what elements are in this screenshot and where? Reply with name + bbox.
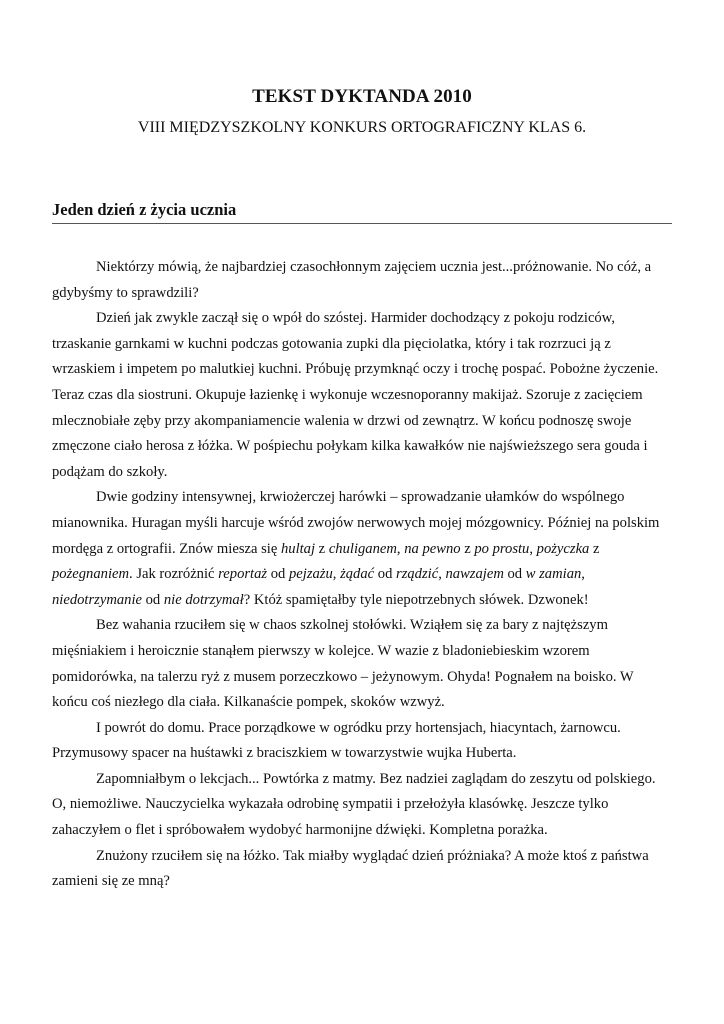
dictation-text (52, 255, 664, 895)
paragraph-intro: Niektórzy mówią, że najbardziej czasochłonnym zajęciem ucznia jest...próżnowanie. No cóż, a gdybyśmy to sprawdzili? (52, 259, 652, 301)
example-word: pejzażu (288, 566, 333, 583)
paragraph-morning: Dzień jak zwykle zaczął się o wpół do szóstej. Harmider dochodzący z pokoju rodziców, trzaskanie garnkami w kuchni podczas gotowania zupki dla pięciolatka, który i tak rozrzuci ją z wrzaskiem i impetem po malutkiej kuchni. Próbuję przymknąć oczy i trochę pospać. Pobożne życzenie. Teraz czas dla siostruni. Okupuje łazienkę i wykonuje wczesnoporanny makijaż. Szoruje z zacięciem mlecznobiałe zęby przy akompaniamencie walenia w drzwi od zewnątrz. W końcu podnoszę swoje zmęczone ciało herosa z łóżka. W pośpiechu połykam kilka kawałków nie najświeższego sera gouda i podążam do szkoły. (52, 310, 659, 480)
text-run: , (438, 566, 446, 583)
paragraph-ending: Znużony rzuciłem się na łóżko. Tak miałby wyglądać dzień próżniaka? A może ktoś z państwa zamieni się ze mną? (52, 847, 649, 890)
example-word: pożyczka (536, 540, 590, 557)
paragraph-canteen: Bez wahania rzuciłem się w chaos szkolnej stołówki. Wziąłem się za bary z najtęższym mięśniakiem i heroicznie stanąłem pierwszy w kolejce. W wazie z bladoniebieskim wzorem pomidorówka, na talerzu ryż z musem porzeczkowo – jeżynowym. Ohyda! Pognałem na boisko. W końcu coś niezłego dla ciała. Kilkanaście pompek, skoków wzwyż. (52, 617, 634, 711)
text-run: . Jak rozróżnić (129, 566, 219, 583)
text-run: od (267, 566, 289, 583)
example-word: reportaż (218, 566, 268, 583)
section-heading: Jeden dzień z życia ucznia (52, 200, 672, 224)
example-word: niedotrzymanie (52, 591, 142, 608)
text-run: z (589, 540, 600, 557)
paragraph-homework: Zapomniałbym o lekcjach... Powtórka z matmy. Bez nadziei zaglądam do zeszytu od polskiego. O, niemożliwe. Nauczycielka wykazała odrobinę sympatii i przełożyła klasówkę. Jeszcze tylko zahaczyłem o flet i spróbowałem wydobyć harmonijne dźwięki. Kompletna porażka. (52, 770, 656, 839)
example-word: w zamian (525, 566, 582, 583)
paragraph-home: I powrót do domu. Prace porządkowe w ogródku przy hortensjach, hiacyntach, żarnowcu. Przymusowy spacer na huśtawki z braciszkiem w towarzystwie wujka Huberta. (52, 719, 621, 762)
document-subtitle: VIII MIĘDZYSZKOLNY KONKURS ORTOGRAFICZNY KLAS 6. (137, 119, 587, 136)
document-title: TEKST DYKTANDA 2010 (252, 86, 472, 107)
text-run: Dwie godziny intensywnej, krwiożerczej harówki – sprowadzanie ułamków do wspólnego mianownika. Huragan myśli harcuje wśród zwojów nerwowych mojej mózgownicy. Później na polskim mordęga z ortografii. Znów miesza się (52, 489, 660, 557)
text-run: z (460, 540, 475, 557)
text-run: , (332, 566, 341, 583)
text-run: ? Któż spamiętałby tyle niepotrzebnych słówek. Dzwonek! (243, 591, 589, 608)
text-run: z (315, 540, 329, 557)
text-run: , (396, 540, 405, 557)
example-word: na pewno (404, 540, 461, 557)
text-run: , (529, 540, 537, 557)
example-word: chuliganem (328, 540, 397, 557)
example-word: pożegnaniem (52, 566, 130, 583)
text-run: od (374, 566, 397, 583)
text-run: od (141, 591, 164, 608)
example-word: nawzajem (445, 566, 504, 583)
paragraph-lessons (52, 485, 664, 613)
example-word: rządzić (396, 566, 439, 583)
example-word: hultaj (280, 540, 316, 557)
text-run: , (581, 566, 585, 583)
example-word: po prostu (474, 540, 530, 557)
text-run: od (503, 566, 526, 583)
example-word: żądać (340, 566, 375, 583)
example-word: nie dotrzymał (163, 591, 244, 608)
